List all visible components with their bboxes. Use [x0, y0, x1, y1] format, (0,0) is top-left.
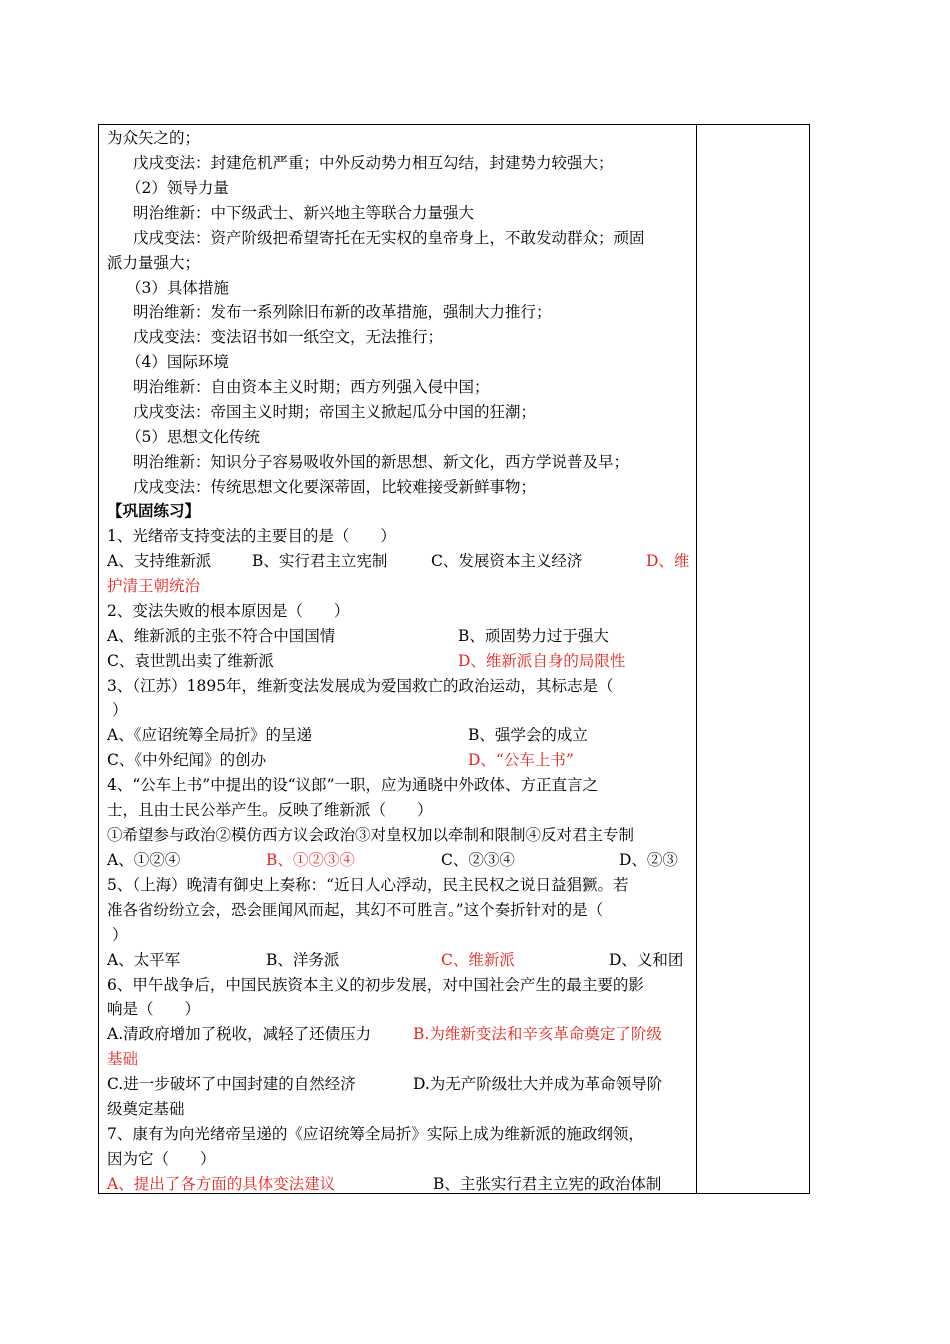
question-4-stem-cont: 士，且由士民公举产生。反映了维新派（ ） — [107, 801, 433, 819]
question-1-stem: 1、光绪帝支持变法的主要目的是（ ） — [107, 527, 396, 545]
q6-option-a: A.清政府增加了税收，减轻了还债压力 — [107, 1025, 372, 1043]
q6-option-d-cont: 级奠定基础 — [107, 1100, 185, 1118]
text-line: 明治维新：知识分子容易吸收外国的新思想、新文化，西方学说普及早； — [133, 453, 630, 471]
q5-option-a: A、太平军 — [107, 951, 181, 969]
q6-option-d: D.为无产阶级壮大并成为革命领导阶 — [413, 1075, 663, 1093]
question-4-stem: 4、“公车上书”中提出的设“议郎”一职，应为通晓中外政体、方正直言之 — [107, 776, 599, 794]
text-line: 戊戌变法：帝国主义时期；帝国主义掀起瓜分中国的狂潮； — [133, 403, 537, 421]
question-5-stem-cont2: ） — [112, 926, 128, 944]
question-3-stem-cont: ） — [112, 701, 128, 719]
question-7-stem-cont: 因为它（ ） — [107, 1150, 216, 1168]
practice-heading: 【巩固练习】 — [107, 501, 201, 520]
section-heading: （5）思想文化传统 — [126, 428, 260, 446]
text-line: 明治维新：中下级武士、新兴地主等联合力量强大 — [133, 204, 475, 222]
q4-items: ①希望参与政治②模仿西方议会政治③对皇权加以牵制和限制④反对君主专制 — [107, 826, 635, 844]
section-heading: （4）国际环境 — [126, 353, 229, 371]
question-3-stem: 3、（江苏）1895年，维新变法发展成为爱国救亡的政治运动，其标志是（ — [107, 677, 614, 695]
text-line: 派力量强大； — [107, 254, 201, 272]
q5-option-b: B、洋务派 — [266, 951, 340, 969]
question-7-stem: 7、康有为向光绪帝呈递的《应诏统筹全局折》实际上成为维新派的施政纲领， — [107, 1125, 644, 1143]
question-5-stem: 5、（上海）晚清有御史上奏称：“近日人心浮动，民主民权之说日益猖獗。若 — [107, 876, 629, 894]
q2-option-c: C、袁世凯出卖了维新派 — [107, 652, 274, 670]
q3-option-a: A、《应诏统筹全局折》的呈递 — [107, 726, 312, 744]
text-line: 戊戌变法：传统思想文化要深蒂固，比较难接受新鲜事物； — [133, 478, 537, 496]
question-6-stem: 6、甲午战争后，中国民族资本主义的初步发展，对中国社会产生的最主要的影 — [107, 976, 644, 994]
q3-option-c: C、《中外纪闻》的创办 — [107, 751, 267, 769]
q4-option-a: A、①②④ — [107, 851, 181, 869]
table-column-divider — [696, 124, 697, 1194]
q5-option-c-answer: C、维新派 — [441, 951, 515, 969]
section-heading: （3）具体措施 — [126, 279, 229, 297]
q6-option-b-answer-cont: 基础 — [107, 1050, 139, 1068]
question-5-stem-cont: 准各省纷纷立会，恐会匪闻风而起，其幻不可胜言。”这个奏折针对的是（ — [107, 901, 604, 919]
q1-option-c: C、发展资本主义经济 — [431, 552, 583, 570]
text-line: 戊戌变法：封建危机严重；中外反动势力相互勾结，封建势力较强大； — [133, 154, 614, 172]
q4-option-c: C、②③④ — [441, 851, 515, 869]
text-line: 明治维新：发布一系列除旧布新的改革措施，强制大力推行； — [133, 303, 552, 321]
q3-option-b: B、强学会的成立 — [468, 726, 588, 744]
q2-option-a: A、维新派的主张不符合中国国情 — [107, 627, 336, 645]
q6-option-b-answer: B.为维新变法和辛亥革命奠定了阶级 — [413, 1025, 662, 1043]
q4-option-b-answer: B、①②③④ — [266, 851, 355, 869]
q7-option-a-answer: A、提出了各方面的具体变法建议 — [107, 1175, 336, 1193]
q4-option-d: D、②③ — [619, 851, 678, 869]
q1-option-d-answer-cont: 护清王朝统治 — [107, 577, 201, 595]
text-line: 为众矢之的； — [107, 129, 201, 147]
text-line: 戊戌变法：资产阶级把希望寄托在无实权的皇帝身上，不敢发动群众；顽固 — [133, 229, 645, 247]
question-2-stem: 2、变法失败的根本原因是（ ） — [107, 602, 350, 620]
q5-option-d: D、义和团 — [609, 951, 684, 969]
q3-option-d-answer: D、“公车上书” — [468, 751, 574, 769]
q7-option-b: B、主张实行君主立宪的政治体制 — [433, 1175, 662, 1193]
question-6-stem-cont: 响是（ ） — [107, 1000, 201, 1018]
q1-option-d-answer: D、维 — [646, 552, 690, 570]
q1-option-a: A、支持维新派 — [107, 552, 212, 570]
q1-option-b: B、实行君主立宪制 — [252, 552, 388, 570]
q2-option-d-answer: D、维新派自身的局限性 — [458, 652, 626, 670]
text-line: 戊戌变法：变法诏书如一纸空文，无法推行； — [133, 328, 444, 346]
text-line: 明治维新：自由资本主义时期；西方列强入侵中国； — [133, 378, 490, 396]
q6-option-c: C.进一步破坏了中国封建的自然经济 — [107, 1075, 356, 1093]
q2-option-b: B、顽固势力过于强大 — [458, 627, 609, 645]
section-heading: （2）领导力量 — [126, 179, 229, 197]
